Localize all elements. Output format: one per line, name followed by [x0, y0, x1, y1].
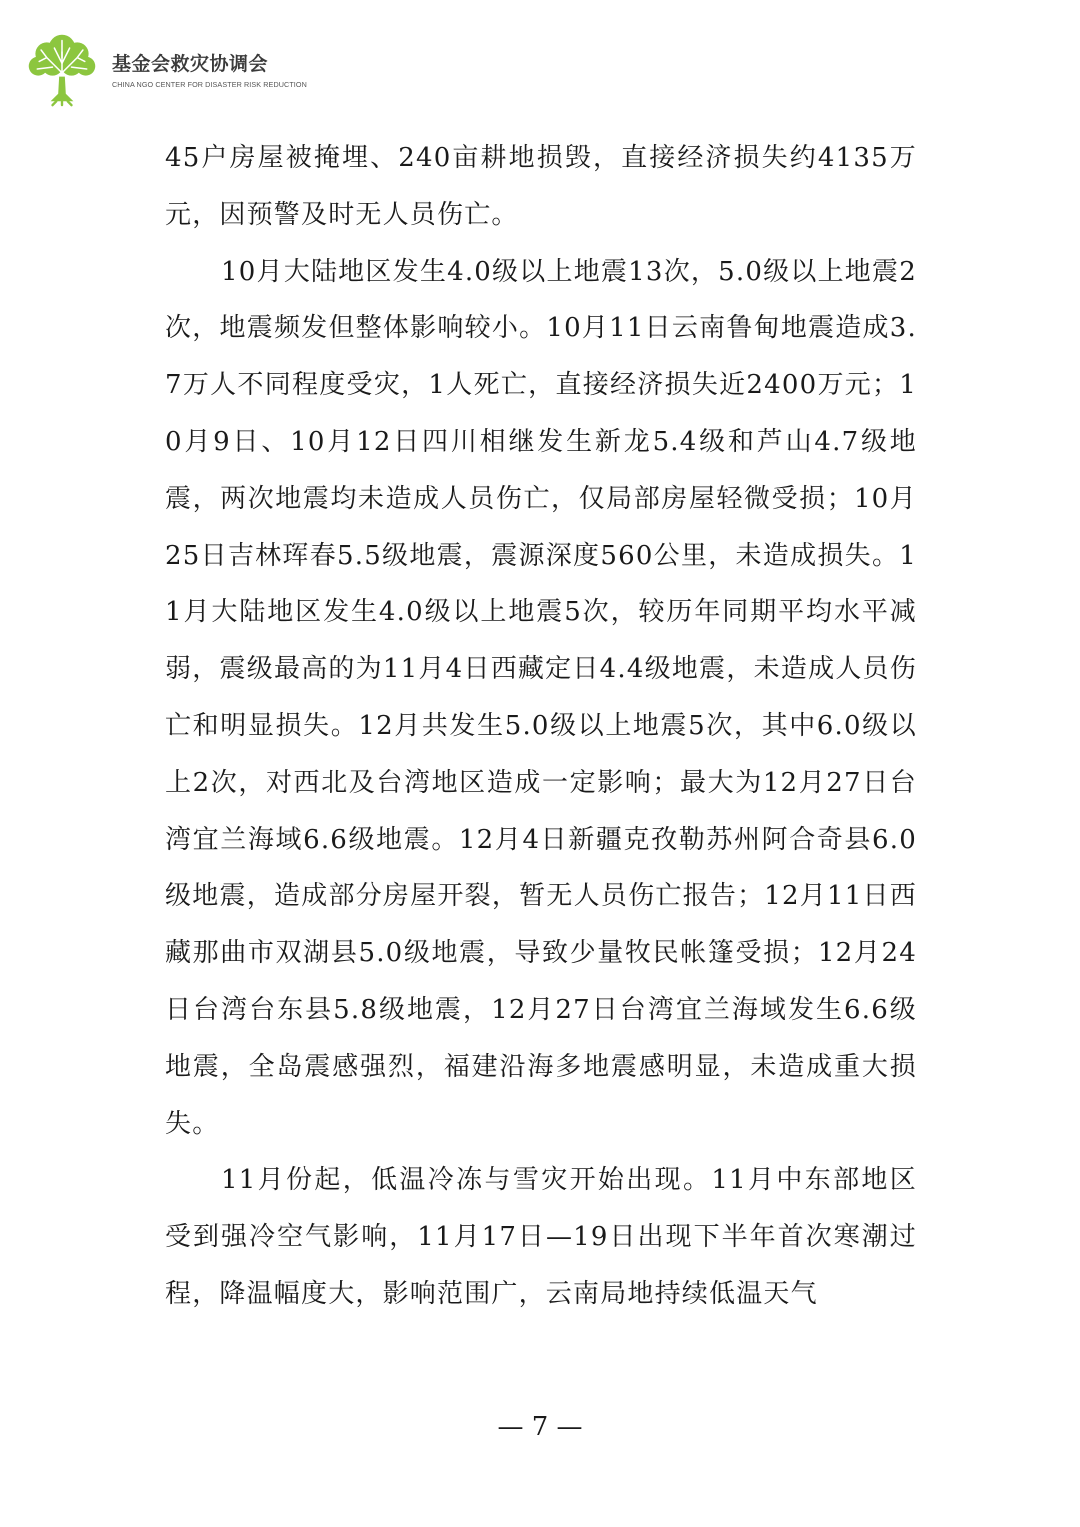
org-name-cn: 基金会救灾协调会: [112, 53, 269, 75]
paragraph-1: 45户房屋被掩埋、240亩耕地损毁，直接经济损失约4135万元，因预警及时无人员伤亡。: [165, 143, 917, 230]
header: [24, 30, 307, 108]
org-name-en: CHINA NGO CENTER FOR DISASTER RISK REDUCTION: [112, 80, 307, 89]
page-number: — 7 —: [497, 1412, 583, 1442]
tree-icon: [24, 31, 100, 107]
paragraph-2: 10月大陆地区发生4.0级以上地震13次，5.0级以上地震2次，地震频发但整体影响较小。10月11日云南鲁甸地震造成3.7万人不同程度受灾，1人死亡，直接经济损失近2400万元；10月9日、10月12日四川相继发生新龙5.4级和芦山4.7级地震，两次地震均未造成人员伤亡，仅局部房屋轻微受损；10月25日吉林珲春5.5级地震，震源深度560公里，未造成损失。11月大陆地区发生4.0级以上地震5次，较历年同期平均水平减弱，震级最高的为11月4日西藏定日4.4级地震，未造成人员伤亡和明显损失。12月共发生5.0级以上地震5次，其中6.0级以上2次，对西北及台湾地区造成一定影响；最大为12月27日台湾宜兰海域6.6级地震。12月4日新疆克孜勒苏州阿合奇县6.0级地震，造成部分房屋开裂，暂无人员伤亡报告；12月11日西藏那曲市双湖县5.0级地震，导致少量牧民帐篷受损；12月24日台湾台东县5.8级地震，12月27日台湾宜兰海域发生6.6级地震，全岛震感强烈，福建沿海多地震感明显，未造成重大损失。: [165, 256, 917, 1139]
logo-text: [112, 49, 307, 89]
paragraph-3: 11月份起，低温冷冻与雪灾开始出现。11月中东部地区受到强冷空气影响，11月17日—19日出现下半年首次寒潮过程，降温幅度大，影响范围广，云南局地持续低温天气: [165, 1165, 917, 1309]
document-body: [165, 130, 917, 1323]
